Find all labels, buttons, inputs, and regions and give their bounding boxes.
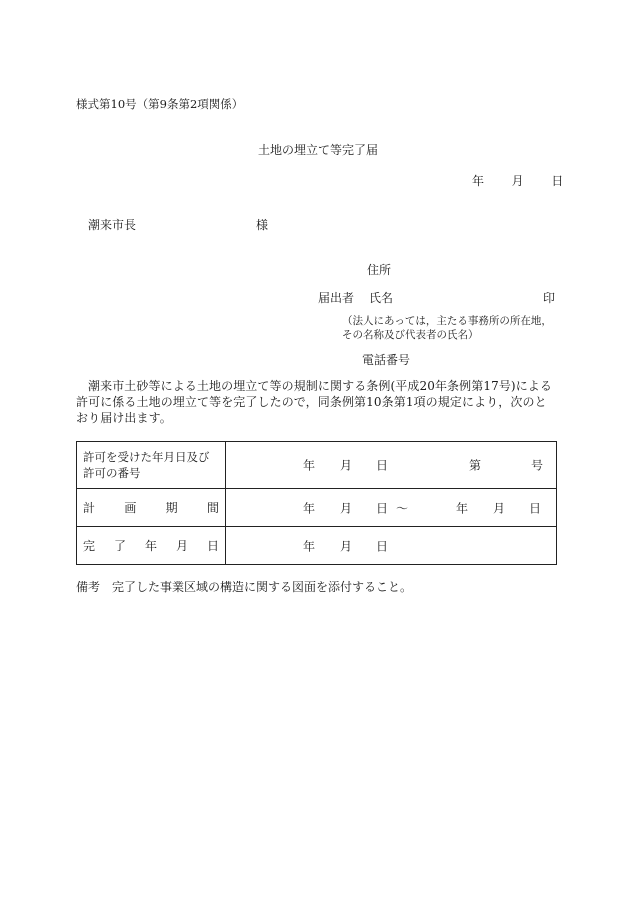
plan-period-value-cell — [226, 489, 557, 527]
completion-table — [76, 441, 557, 565]
remarks-text: 完了した事業区域の構造に関する図面を添付すること。 — [112, 580, 413, 594]
completion-day: 日 — [376, 539, 389, 553]
permit-label: 許可を受けた年月日及び許可の番号 — [83, 450, 210, 480]
plan-end-year: 年 — [456, 501, 469, 515]
remarks — [76, 578, 412, 595]
remarks-label: 備考 — [76, 580, 101, 594]
seal-label: 印 — [543, 291, 556, 305]
permit-label-cell — [77, 442, 226, 489]
body-text: 潮来市土砂等による土地の埋立て等の規制に関する条例(平成20年条例第17号)による許可に係る土地の埋立て等を完了したので，同条例第10条第1項の規定により，次のとおり届け出ます。 — [76, 379, 553, 425]
plan-tilde: ～ — [396, 501, 409, 515]
plan-period-label: 計 画 期 間 — [83, 501, 219, 515]
page-title: 土地の埋立て等完了届 — [258, 143, 379, 157]
plan-period-label-cell — [77, 489, 226, 527]
notifier-label: 届出者 — [318, 291, 355, 305]
table-row-plan-period — [77, 489, 557, 527]
completion-label: 完 了 年 月 日 — [83, 539, 219, 553]
table-row-permit — [77, 442, 557, 489]
completion-year: 年 — [303, 539, 316, 553]
address-label: 住所 — [367, 263, 392, 277]
name-label: 氏名 — [369, 291, 394, 305]
date-month: 月 — [511, 174, 524, 188]
corporate-note: （法人にあっては，主たる事務所の所在地，その名称及び代表者の氏名） — [342, 315, 552, 341]
completion-value-cell — [226, 527, 557, 565]
plan-end-day: 日 — [529, 501, 542, 515]
date-day: 日 — [551, 174, 564, 188]
plan-start-month: 月 — [340, 501, 353, 515]
plan-end-month: 月 — [493, 501, 506, 515]
completion-month: 月 — [340, 539, 353, 553]
form-number: 様式第10号（第9条第2項関係） — [76, 97, 244, 111]
submission-date — [472, 172, 563, 189]
plan-start-day: 日 — [376, 501, 389, 515]
permit-no-prefix: 第 — [469, 458, 482, 473]
plan-start-year: 年 — [303, 501, 316, 515]
table-row-completion — [77, 527, 557, 565]
permit-no-suffix: 号 — [531, 458, 544, 473]
permit-day: 日 — [376, 458, 389, 473]
honorific: 様 — [256, 218, 269, 232]
permit-month: 月 — [340, 458, 353, 473]
permit-year: 年 — [303, 458, 316, 473]
phone-label: 電話番号 — [362, 353, 411, 367]
date-year: 年 — [472, 174, 485, 188]
completion-label-cell — [77, 527, 226, 565]
addressee: 潮来市長 — [88, 218, 137, 232]
permit-value-cell — [226, 442, 557, 489]
